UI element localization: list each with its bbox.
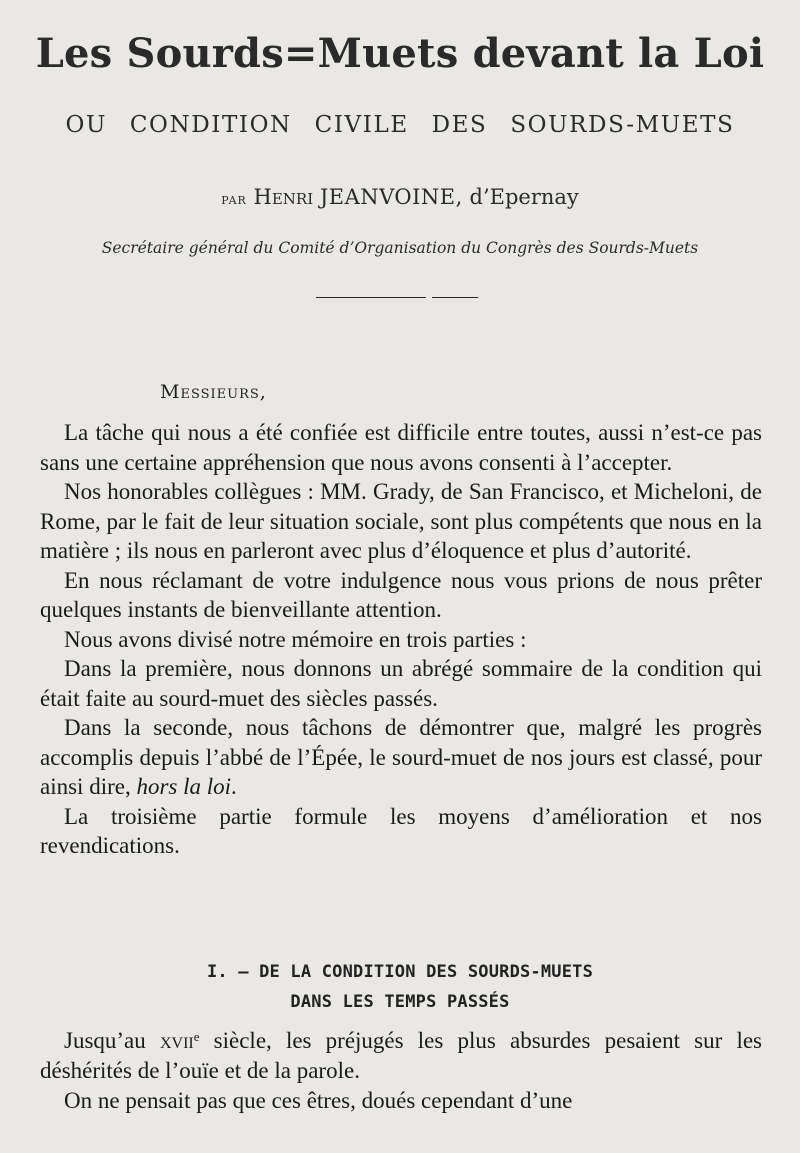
author-line [0,185,800,209]
paragraph-end: . [231,774,237,799]
salutation: Messieurs, [160,381,267,403]
document-subtitle: OU CONDITION CIVILE DES SOURDS-MUETS [65,112,735,138]
separator-rule [316,297,426,298]
section-body-text [40,1026,762,1116]
paragraph-text: Dans la seconde, nous tâchons de démontrer que, malgré les progrès accomplis depuis l’abbé de l’Épée, le sourd-muet de nos jours est classé, pour ainsi dire, [40,715,762,799]
author-last-name: JEANVOINE, [319,185,463,209]
century-numeral: xvii [159,1028,194,1053]
paragraph [40,1026,762,1086]
paragraph: En nous réclamant de votre indulgence nous vous prions de nous prêter quelques instants de bienveillante attention. [40,567,762,622]
paragraph: On ne pensait pas que ces êtres, doués cependant d’une [64,1088,573,1113]
emphasis-text: hors la loi [136,774,232,799]
section-heading: I. — DE LA CONDITION DES SOURDS-MUETS [206,962,594,982]
paragraph [40,713,762,802]
paragraph-rest: siècle, les préjugés les plus absurdes pesaient sur les déshérités de l’ouïe et de la parole. [40,1028,762,1083]
author-first-name: Henri [253,185,314,209]
document-title: Les Sourds=Muets devant la Loi [35,30,765,77]
author-prefix: par [221,190,247,208]
paragraph: Nous avons divisé notre mémoire en trois parties : [64,626,527,652]
paragraph: Nos honorables collègues : MM. Grady, de San Francisco, et Micheloni, de Rome, par le fait de leur situation sociale, sont plus compétents que nous en la matière ; ils nous en parleront avec plus d’éloquence et plus d’autorité. [40,479,762,563]
paragraph: Dans la première, nous donnons un abrégé sommaire de la condition qui était faite au sourd-muet des siècles passés. [40,656,762,711]
author-place: d’Epernay [469,185,579,209]
paragraph: La troisième partie formule les moyens d’amélioration et nos revendications. [40,803,762,858]
section-heading-line2: DANS LES TEMPS PASSÉS [290,992,510,1012]
paragraph-start: Jusqu’au [64,1028,146,1053]
century-superscript: e [193,1029,200,1044]
paragraph: La tâche qui nous a été confiée est difficile entre toutes, aussi n’est-ce pas sans une certaine appréhension que nous avons consenti à l’accepter. [40,420,762,475]
author-role: Secrétaire général du Comité d’Organisation du Congrès des Sourds-Muets [101,239,699,257]
body-text [40,418,762,861]
separator-rule-short [432,297,478,298]
